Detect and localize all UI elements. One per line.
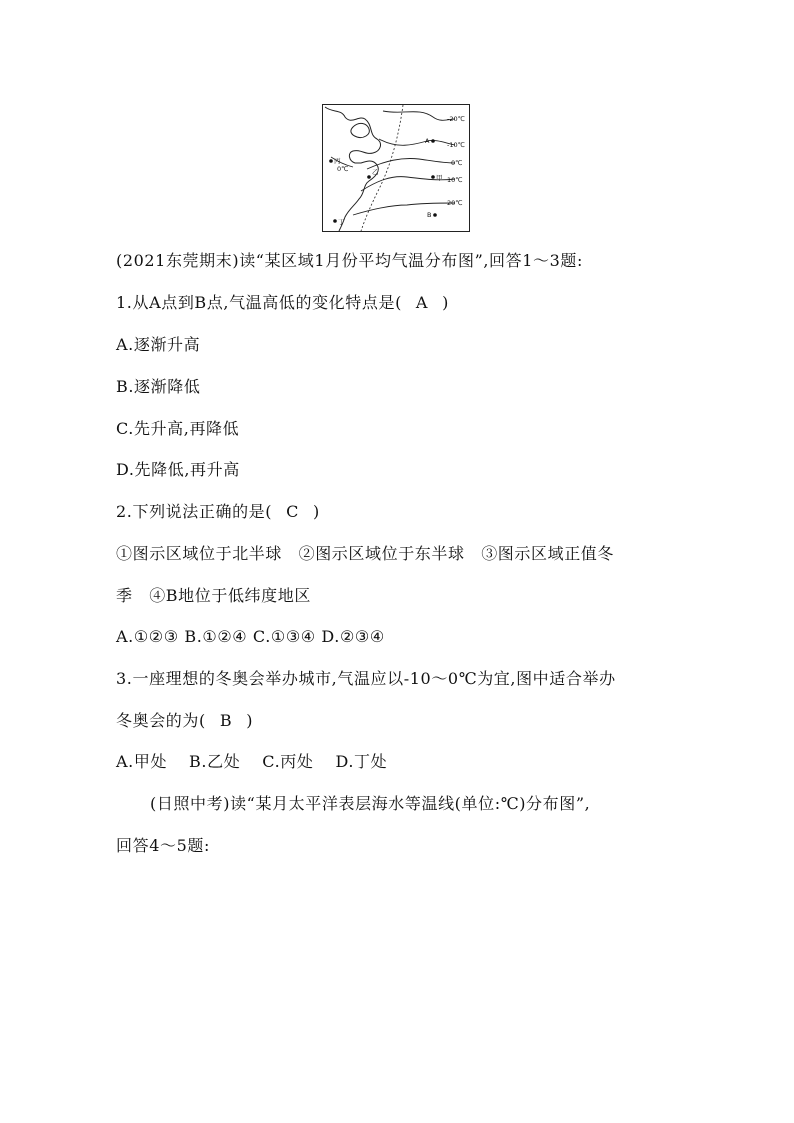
q2-statements-line2: 季 ④B地位于低纬度地区: [116, 586, 311, 605]
q1-option-b: B.逐渐降低: [116, 377, 201, 396]
q1-answer: A: [415, 293, 429, 312]
intro2-line1: (日照中考)读“某月太平洋表层海水等温线(单位:℃)分布图”,: [150, 794, 591, 813]
dashed-line: [361, 105, 403, 231]
q2-stem-after: ): [312, 502, 320, 521]
q2-stem-before: 2.下列说法正确的是(: [116, 502, 273, 521]
q2-option-a: A.①②③: [116, 627, 179, 646]
q2-option-d: D.②③④: [321, 627, 385, 646]
q3-option-a: A.甲处: [116, 752, 168, 771]
point-jia: [431, 175, 435, 179]
q3-stem-line1: 3.一座理想的冬奥会举办城市,气温应以-10～0℃为宜,图中适合举办: [116, 669, 616, 688]
point-bing: [329, 159, 333, 163]
q3-answer: B: [219, 711, 233, 730]
q1-stem: [116, 293, 449, 313]
q3-stem-after: ): [246, 711, 254, 730]
label-isotherm-minus-20: -20℃: [447, 115, 465, 123]
isotherm-20: [353, 203, 455, 215]
island: [351, 123, 369, 137]
label-B: B: [427, 211, 432, 219]
point-ding: [333, 219, 337, 223]
temperature-map-figure: [322, 104, 470, 232]
isotherm-minus-20: [383, 111, 455, 120]
label-yi: 乙: [372, 168, 379, 176]
q2-options: [116, 627, 385, 647]
label-isotherm-10: 10℃: [447, 176, 463, 184]
label-ding: 丁: [338, 218, 345, 226]
label-jia: 甲: [436, 174, 443, 182]
label-isotherm-20: 20℃: [447, 199, 463, 207]
label-isotherm-minus-10: -10℃: [447, 141, 465, 149]
q2-option-c: C.①③④: [252, 627, 316, 646]
q2-option-b: B.①②④: [184, 627, 248, 646]
label-isotherm-0: 0℃: [451, 159, 463, 167]
temperature-map: [323, 105, 469, 231]
q3-stem-before: 冬奥会的为(: [116, 711, 206, 730]
intro2-line2: 回答4～5题:: [116, 836, 210, 855]
intro-text: (2021东莞期末)读“某区域1月份平均气温分布图”,回答1～3题:: [116, 251, 583, 270]
q3-option-d: D.丁处: [335, 752, 388, 771]
q1-option-d: D.先降低,再升高: [116, 460, 240, 479]
label-bing: 丙: [334, 157, 341, 165]
point-yi: [367, 175, 371, 179]
point-B: [433, 213, 437, 217]
q3-option-b: B.乙处: [189, 752, 241, 771]
label-isotherm-0-inner: 0℃: [337, 165, 349, 173]
q3-stem-line2: [116, 711, 253, 731]
q2-answer: C: [286, 502, 299, 521]
q1-stem-before: 1.从A点到B点,气温高低的变化特点是(: [116, 293, 402, 312]
isotherm-minus-10: [379, 139, 455, 145]
point-A: [431, 139, 435, 143]
q3-option-c: C.丙处: [262, 752, 314, 771]
q2-statements-line1: ①图示区域位于北半球 ②图示区域位于东半球 ③图示区域正值冬: [116, 544, 615, 563]
q1-stem-after: ): [442, 293, 449, 312]
q2-stem: [116, 502, 320, 522]
label-A: A: [425, 137, 430, 145]
q3-options: [116, 752, 387, 772]
isotherm-0: [367, 158, 455, 169]
q1-option-c: C.先升高,再降低: [116, 419, 240, 438]
q1-option-a: A.逐渐升高: [116, 335, 201, 354]
